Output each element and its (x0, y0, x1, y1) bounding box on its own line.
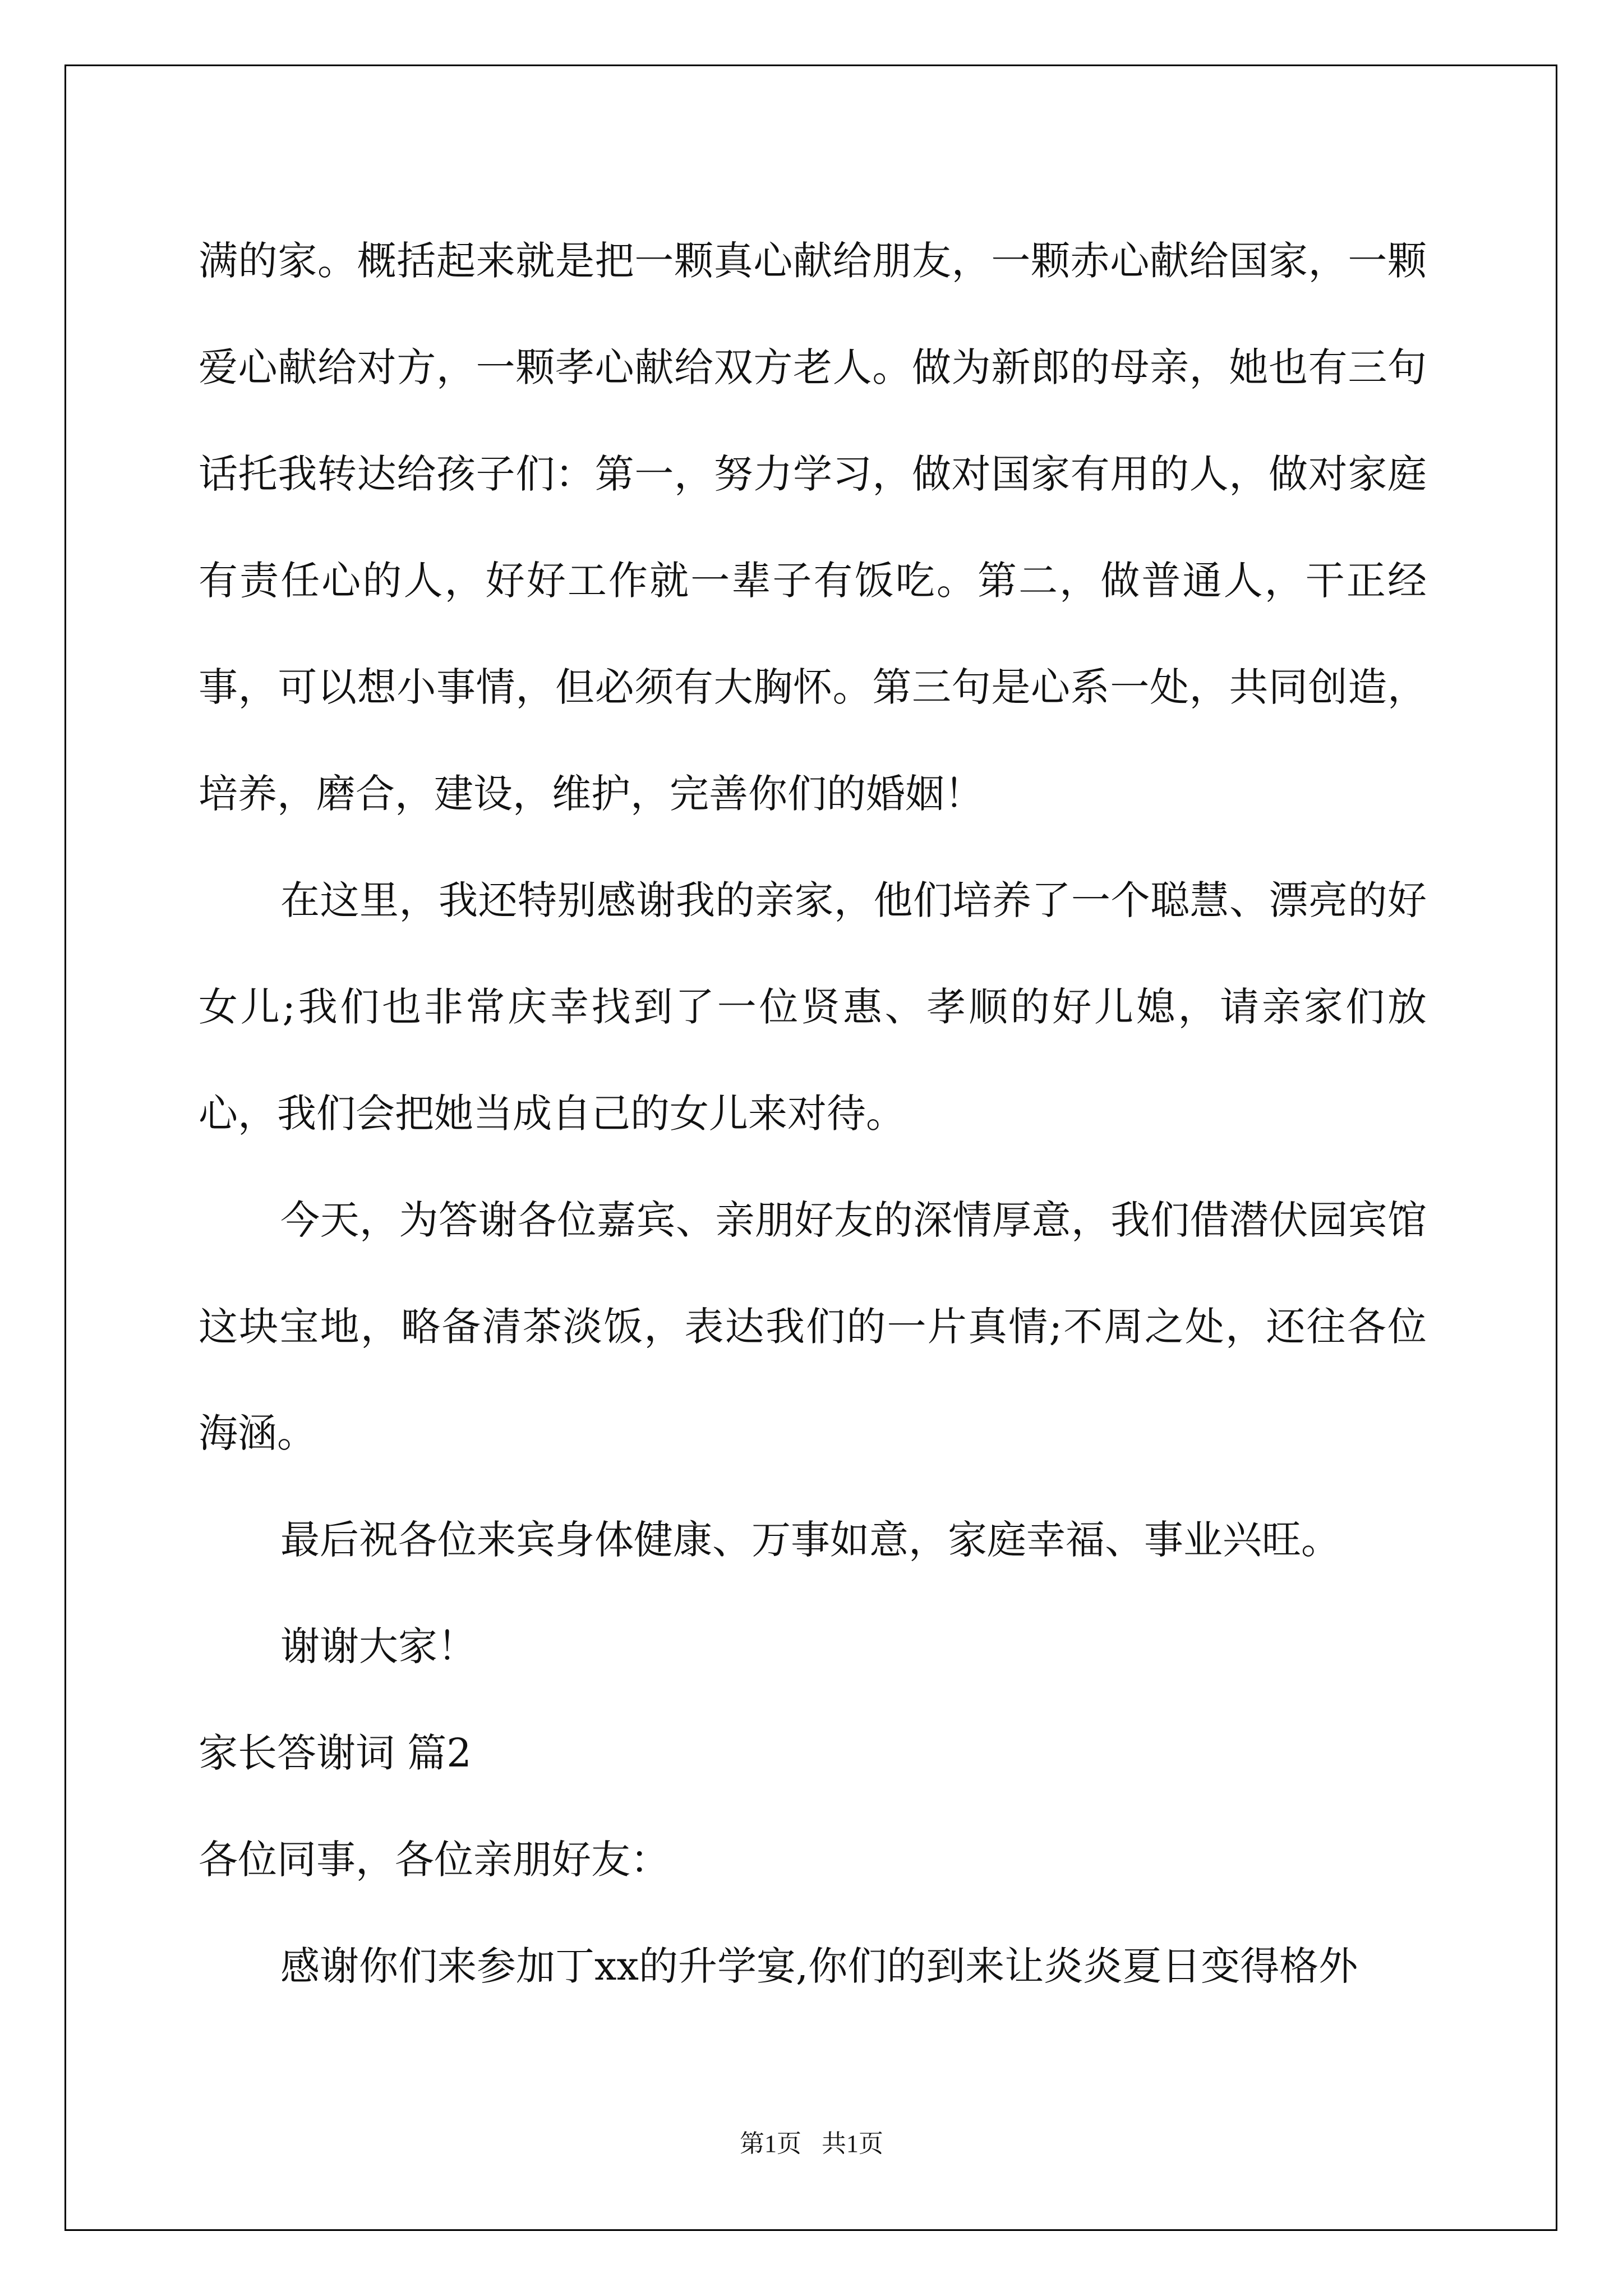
section-heading: 家长答谢词 篇2 (199, 1730, 472, 1776)
page-total: 共1页 (822, 2130, 883, 2157)
page-footer (0, 2123, 1623, 2159)
paragraph-2: 在这里，我还特别感谢我的亲家，他们培养了一个聪慧、漂亮的好女儿;我们也非常庆幸找到了一位贤惠、孝顺的好儿媳，请亲家们放心，我们会把她当成自己的女儿来对待。 (199, 877, 1427, 1137)
paragraph-5: 谢谢大家！ (280, 1623, 477, 1669)
paragraph-3: 今天，为答谢各位嘉宾、亲朋好友的深情厚意，我们借潜伏园宾馆这块宝地，略备清茶淡饭，表达我们的一片真情;不周之处，还往各位海涵。 (199, 1197, 1427, 1456)
paragraph-6: 感谢你们来参加丁xx的升学宴,你们的到来让炎炎夏日变得格外 (280, 1943, 1358, 1989)
page-number: 第1页 (740, 2130, 801, 2157)
paragraph-1: 满的家。概括起来就是把一颗真心献给朋友，一颗赤心献给国家，一颗爱心献给对方，一颗孝心献给双方老人。做为新郎的母亲，她也有三句话托我转达给孩子们：第一，努力学习，做对国家有用的人，做对家庭有责任心的人，好好工作就一辈子有饭吃。第二，做普通人，干正经事，可以想小事情，但必须有大胸怀。第三句是心系一处，共同创造，培养，磨合，建设，维护，完善你们的婚姻！ (199, 238, 1427, 817)
paragraph-4: 最后祝各位来宾身体健康、万事如意，家庭幸福、事业兴旺。 (280, 1517, 1340, 1563)
salutation: 各位同事，各位亲朋好友： (199, 1837, 670, 1883)
document-body (199, 208, 1427, 2019)
